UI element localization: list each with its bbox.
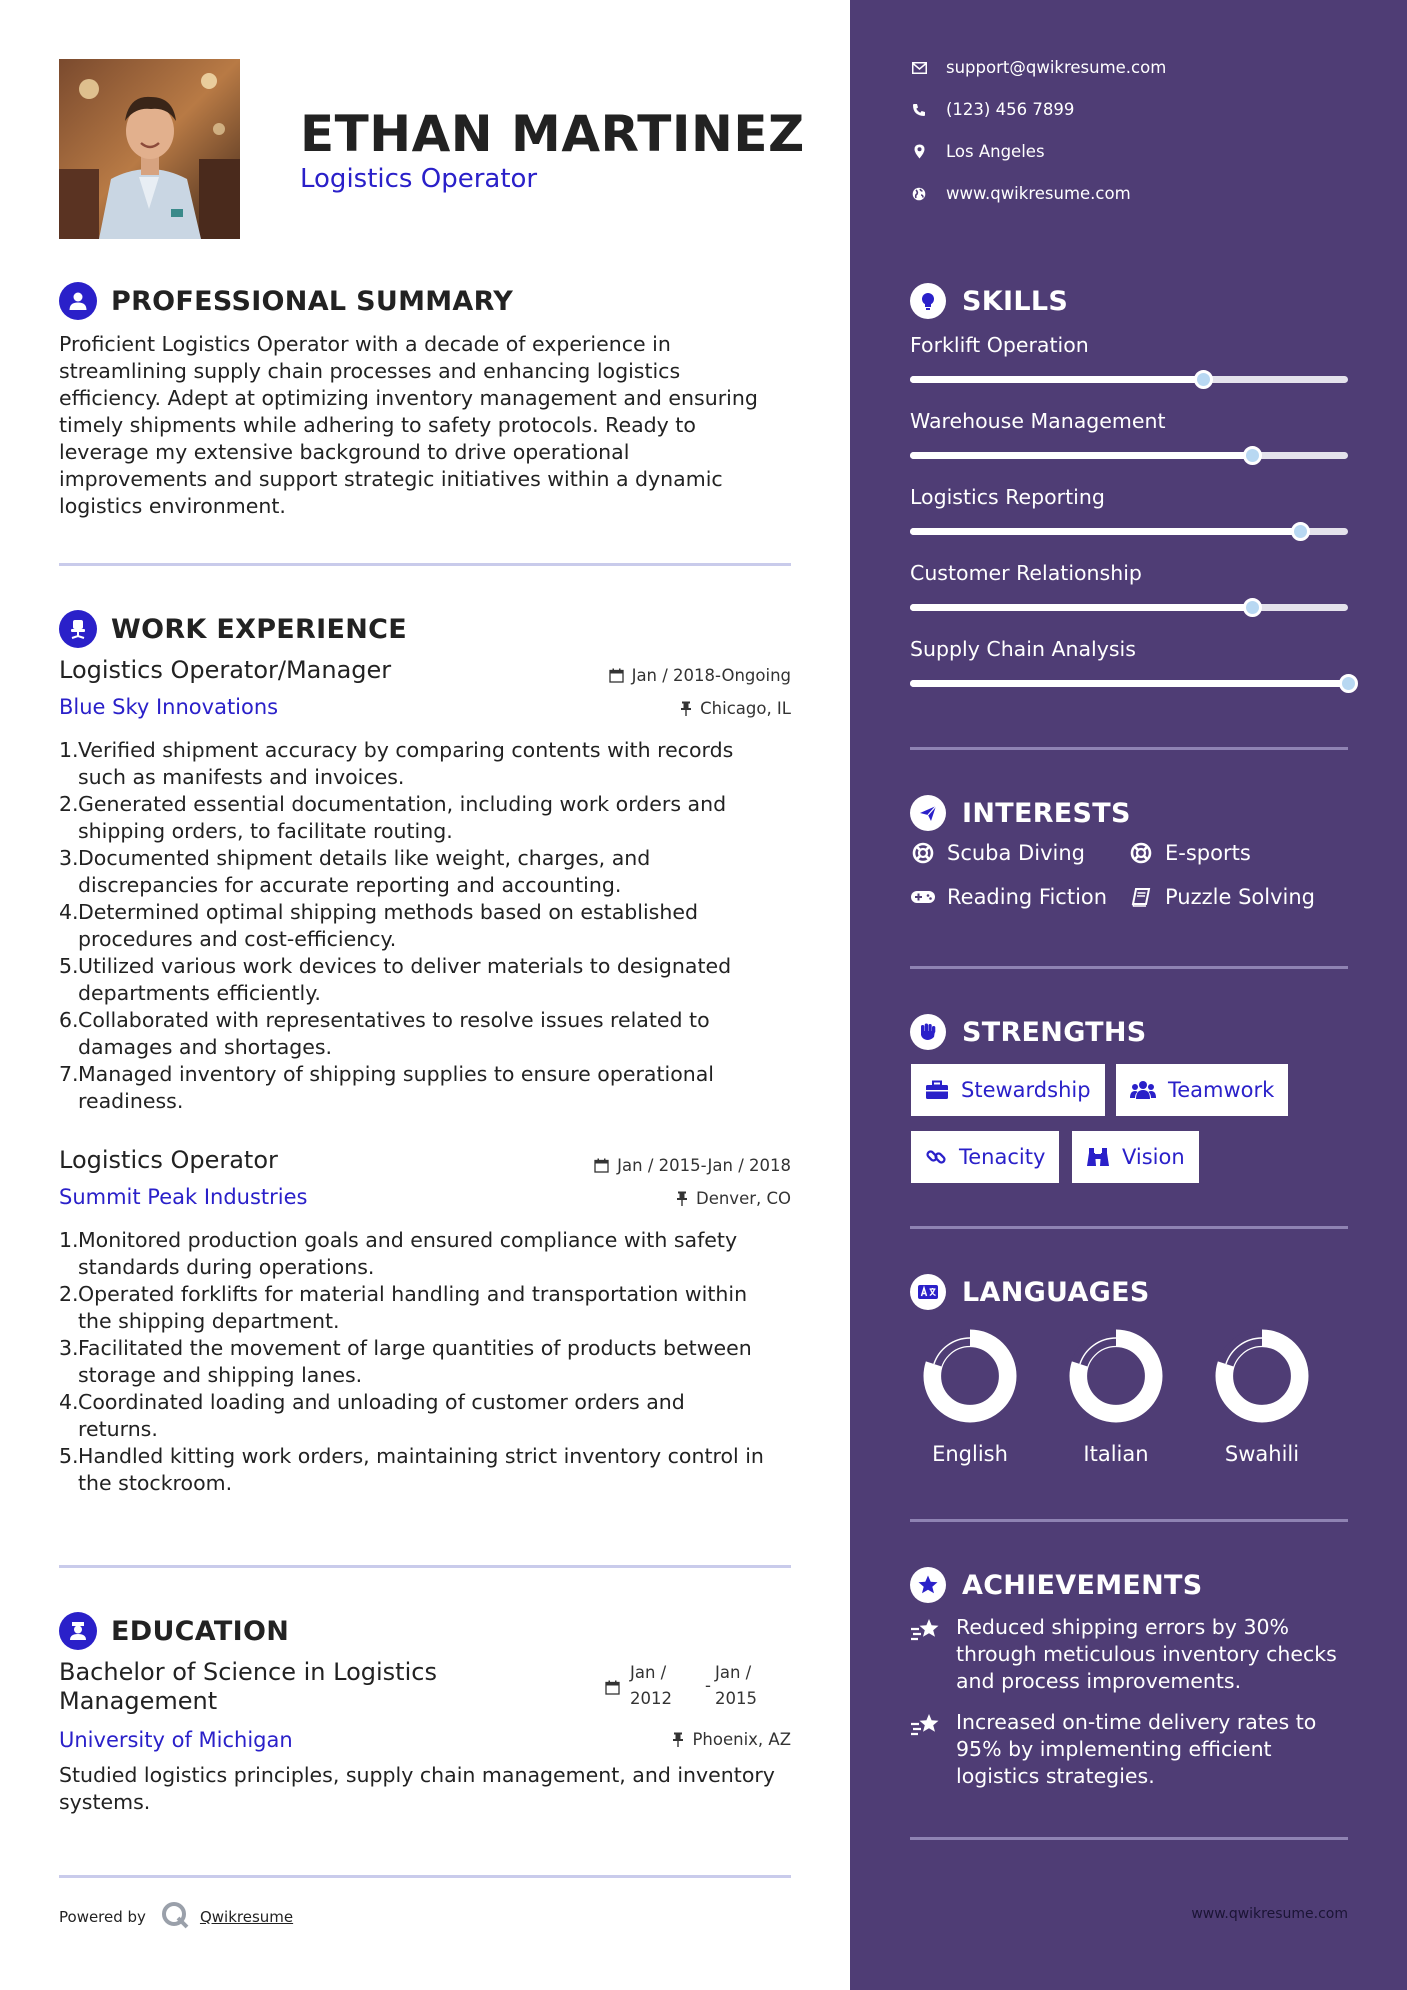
list-item: 3. Documented shipment details like weight, charges, and discrepancies for accurate reporting and accounting. — [59, 846, 651, 897]
job-dates: Jan / 2018-Ongoing — [609, 666, 791, 685]
gamepad-icon — [910, 889, 936, 905]
job-title: Logistics Operator — [59, 1146, 278, 1174]
language-ring — [1066, 1326, 1166, 1426]
job-dates: Jan / 2015-Jan / 2018 — [594, 1156, 791, 1175]
lifebuoy-icon — [910, 842, 936, 864]
powered-by: Powered by Qwikresume — [59, 1900, 293, 1934]
list-item: 7. Managed inventory of shipping supplies to ensure operational readiness. — [59, 1062, 714, 1113]
calendar-icon — [605, 1677, 620, 1703]
achievement-item: Increased on-time delivery rates to 95% by implementing efficient logistics strategies. — [910, 1709, 1350, 1790]
strength-badge: Stewardship — [911, 1064, 1105, 1116]
skill-bar-fill — [910, 376, 1203, 383]
envelope-icon — [910, 62, 928, 74]
achievements-heading: ACHIEVEMENTS — [910, 1565, 1203, 1605]
skill-bar — [910, 680, 1348, 687]
phone-icon — [910, 103, 928, 117]
section-divider — [59, 1875, 791, 1878]
list-item: 2. Operated forklifts for material handling and transportation within the shipping department. — [59, 1282, 748, 1333]
skill-bar-fill — [910, 452, 1252, 459]
pin-icon — [680, 701, 692, 716]
summary-text: Proficient Logistics Operator with a decade of experience in streamlining supply chain processes and enhancing logistics efficiency. Adept at optimizing inventory management and ensuring timely shipments while adhering to safety protocols. Ready to leverage my extensive background to drive operational improvements and support strategic initiatives within a dynamic logistics environment. — [59, 332, 758, 518]
candidate-name: ETHAN MARTINEZ — [300, 105, 805, 163]
lightbulb-icon — [910, 283, 946, 319]
skill-label: Customer Relationship — [910, 561, 1142, 585]
list-item: 1. Monitored production goals and ensured compliance with safety standards during operations. — [59, 1228, 738, 1279]
qwikresume-link[interactable]: Qwikresume — [199, 1908, 294, 1926]
skills-heading: SKILLS — [910, 281, 1068, 321]
skill-label: Supply Chain Analysis — [910, 637, 1136, 661]
strength-badge: Tenacity — [911, 1131, 1059, 1183]
language-item — [920, 1326, 1020, 1466]
achievement-item: Reduced shipping errors by 30% through meticulous inventory checks and process improvements. — [910, 1614, 1350, 1695]
skill-bar — [910, 604, 1348, 611]
language-label: English — [932, 1442, 1008, 1466]
job-company: Summit Peak Industries — [59, 1185, 308, 1209]
section-divider — [59, 1565, 791, 1568]
list-item: 6. Collaborated with representatives to resolve issues related to damages and shortages. — [59, 1008, 710, 1059]
skill-label: Logistics Reporting — [910, 485, 1105, 509]
pin-icon — [676, 1191, 688, 1206]
strength-badge: Vision — [1072, 1131, 1199, 1183]
skill-bar-fill — [910, 604, 1252, 611]
graduate-icon — [59, 1612, 97, 1650]
qwikresume-logo-icon — [160, 1900, 190, 1934]
user-icon — [59, 282, 97, 320]
users-icon — [1130, 1080, 1156, 1100]
profile-photo — [59, 59, 240, 239]
paper-plane-icon — [910, 795, 946, 831]
interests-heading: INTERESTS — [910, 793, 1131, 833]
skill-bar — [910, 528, 1348, 535]
chair-icon — [59, 610, 97, 648]
book-icon — [1128, 887, 1154, 907]
footer-url[interactable]: www.qwikresume.com — [1191, 1906, 1348, 1922]
binoculars-icon — [1086, 1146, 1110, 1168]
fist-icon — [910, 1014, 946, 1050]
skill-bar-knob — [1243, 446, 1262, 465]
section-divider — [910, 966, 1348, 969]
list-item: 2. Generated essential documentation, including work orders and shipping orders, to facilitate routing. — [59, 792, 727, 843]
contact-email[interactable]: support@qwikresume.com — [910, 58, 1166, 77]
strengths-heading: STRENGTHS — [910, 1012, 1147, 1052]
skill-label: Warehouse Management — [910, 409, 1166, 433]
languages-heading: LANGUAGES — [910, 1272, 1150, 1312]
strength-badge: Teamwork — [1116, 1064, 1288, 1116]
interest-item: Puzzle Solving — [1128, 885, 1315, 909]
job-bullets — [59, 737, 794, 1115]
skill-bar-fill — [910, 528, 1300, 535]
list-item: 5. Handled kitting work orders, maintaining strict inventory control in the stockroom. — [59, 1444, 764, 1495]
pin-icon — [672, 1732, 684, 1747]
education-title: EDUCATION — [111, 1615, 290, 1647]
education-heading — [59, 1611, 289, 1651]
job-title: Logistics Operator/Manager — [59, 656, 392, 684]
contact-website[interactable]: www.qwikresume.com — [910, 184, 1131, 203]
summary-title: PROFESSIONAL SUMMARY — [111, 285, 514, 317]
list-item: 5. Utilized various work devices to deliver materials to designated departments efficiently. — [59, 954, 732, 1005]
skill-bar-fill — [910, 680, 1348, 687]
globe-icon — [910, 187, 928, 201]
skill-bar-knob — [1291, 522, 1310, 541]
education-location: Phoenix, AZ — [672, 1730, 791, 1749]
language-label: Swahili — [1224, 1442, 1300, 1466]
skill-label: Forklift Operation — [910, 333, 1089, 357]
list-item: 4. Coordinated loading and unloading of customer orders and returns. — [59, 1390, 685, 1441]
section-divider — [910, 1226, 1348, 1229]
skill-bar-knob — [1339, 674, 1358, 693]
summary-heading — [59, 281, 513, 321]
shooting-star-icon — [910, 1614, 944, 1695]
candidate-role: Logistics Operator — [300, 164, 538, 194]
briefcase-icon — [925, 1080, 949, 1100]
section-divider — [910, 747, 1348, 750]
language-label: Italian — [1083, 1442, 1149, 1466]
interest-item: Reading Fiction — [910, 885, 1107, 909]
lifebuoy-icon — [1128, 842, 1154, 864]
list-item: 3. Facilitated the movement of large quantities of products between storage and shipping lanes. — [59, 1336, 752, 1387]
contact-location: Los Angeles — [910, 142, 1045, 161]
skill-bar — [910, 376, 1348, 383]
job-location: Denver, CO — [676, 1189, 791, 1208]
degree-title: Bachelor of Science in Logistics Management — [59, 1658, 437, 1715]
skill-bar-knob — [1243, 598, 1262, 617]
language-ring — [1212, 1326, 1312, 1426]
experience-title: WORK EXPERIENCE — [111, 613, 407, 645]
contact-phone[interactable]: (123) 456 7899 — [910, 100, 1074, 119]
interest-item: Scuba Diving — [910, 841, 1085, 865]
experience-heading — [59, 609, 407, 649]
calendar-icon — [609, 668, 624, 683]
section-divider — [910, 1519, 1348, 1522]
main-column: ETHAN MARTINEZ Logistics Operator PROFESSIONAL SUMMARY Proficient Logistics Operator with a decade of experience in streamlining supply chain processes and enhancing logistics efficiency. Adept at optimizing inventory management and ensuring timely shipments while adhering to safety protocols. Ready to leverage my extensive background to drive operational improvements and support strategic initiatives within a dynamic logistics environment. WORK EXPERIENCE Logistics Operator/Manager Jan / 2018-Ongoing Blue Sky Innovations Chicago, IL 1. Verified shipment accuracy by comparing contents with records such as manifests and invoices. 2. Generated essential documentation, including work orders and shipping orders, to facilitate routing. 3. Documented shipment details like weight, charges, and discrepancies for accurate reporting and accounting. 4. Determined optimal shipping methods based on established procedures and cost-efficiency. 5. Utilized various work devices to deliver materials to designated departments efficiently. 6. Collaborated with representatives to resolve issues related to damages and shortages. 7. Managed inventory of shipping supplies to ensure operational readiness. Logistics Operator Jan / 2015-Jan / 2018 Summit Peak Industries Denver, CO 1. Monitored production goals and ensured compliance with safety standards during operations. 2. Operated forklifts for material handling and transportation within the shipping department. 3. Facilitated the movement of large quantities of products between storage and shipping lanes. 4. Coordinated loading and unloading of customer orders and returns. 5. Handled kitting work orders, maintaining strict inventory control in the stockroom. EDUCATION Bachelor of Science in Logistics Management Jan / 2012 - Jan / 2015 University of Michigan Phoenix, AZ Studied logistics principles, supply chain management, and inventory systems. Powered by Qwikresume — [0, 0, 850, 1990]
map-marker-icon — [910, 144, 928, 159]
star-icon — [910, 1567, 946, 1603]
language-item — [1212, 1326, 1312, 1466]
translate-icon — [910, 1274, 946, 1310]
school-name: University of Michigan — [59, 1728, 293, 1752]
education-description: Studied logistics principles, supply chain management, and inventory systems. — [59, 1763, 775, 1814]
list-item: 1. Verified shipment accuracy by comparing contents with records such as manifests and invoices. — [59, 738, 734, 789]
section-divider — [59, 563, 791, 566]
shooting-star-icon — [910, 1709, 944, 1790]
interest-item: E-sports — [1128, 841, 1251, 865]
section-divider — [910, 1837, 1348, 1840]
calendar-icon — [594, 1158, 609, 1173]
skill-bar — [910, 452, 1348, 459]
job-bullets — [59, 1227, 794, 1497]
job-location: Chicago, IL — [680, 699, 791, 718]
link-icon — [925, 1146, 947, 1168]
list-item: 4. Determined optimal shipping methods based on established procedures and cost-efficiency. — [59, 900, 698, 951]
language-item — [1066, 1326, 1166, 1466]
language-ring — [920, 1326, 1020, 1426]
job-company: Blue Sky Innovations — [59, 695, 279, 719]
